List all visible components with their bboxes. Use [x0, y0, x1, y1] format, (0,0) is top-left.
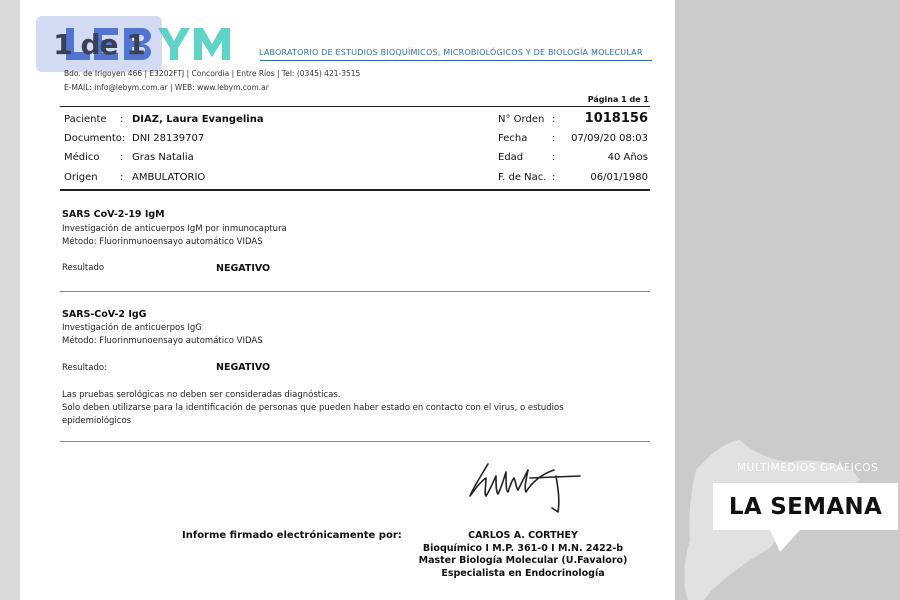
- note-line: Solo deben utilizarse para la identificación de personas que pueden haber estado en contacto con el virus, o estudios: [62, 403, 564, 413]
- colon: :: [552, 172, 556, 183]
- colon: :: [552, 114, 556, 125]
- colon: :: [120, 152, 124, 163]
- paciente-label: Paciente: [64, 114, 107, 125]
- result-label: Resultado: [62, 263, 105, 273]
- test-method: Método: Fluorinmunoensayo automático VIDAS: [62, 336, 263, 346]
- documento-value: DNI 28139707: [132, 133, 205, 144]
- nac-value: 06/01/1980: [590, 172, 648, 183]
- colon: :: [120, 114, 124, 125]
- origen-label: Origen: [64, 172, 98, 183]
- brand-title: LA SEMANA: [728, 493, 883, 520]
- orden-value: 1018156: [584, 111, 648, 126]
- result-value: NEGATIVO: [216, 362, 271, 373]
- signer-specialty: Especialista en Endocrinología: [441, 567, 605, 579]
- signed-by-label: Informe firmado electrónicamente por:: [182, 530, 402, 541]
- colon: :: [552, 152, 556, 163]
- nac-label: F. de Nac.: [498, 172, 547, 183]
- result-label: Resultado:: [62, 363, 107, 373]
- page-counter-badge: 1 de 1: [36, 16, 162, 72]
- test-method: Método: Fluorinmunoensayo automático VIDAS: [62, 237, 263, 247]
- page-number: Página 1 de 1: [587, 95, 649, 104]
- lab-address: Bdo. de Irigoyen 466 | E3202FTJ | Concordia | Entre Ríos | Tel: (0345) 421-3515: [64, 69, 361, 78]
- signer-credentials: Bioquímico I M.P. 361-0 I M.N. 2422-b: [422, 542, 624, 554]
- paciente-value: DIAZ, Laura Evangelina: [132, 114, 264, 125]
- brand-subtitle: MULTIMEDIOS GRÁFICOS: [737, 462, 879, 474]
- fecha-value: 07/09/20 08:03: [571, 133, 648, 144]
- medico-value: Gras Natalia: [132, 152, 194, 163]
- lab-name: LABORATORIO DE ESTUDIOS BIOQUÍMICOS, MICROBIOLÓGICOS Y DE BIOLOGÍA MOLECULAR: [259, 48, 643, 57]
- documento-label: Documento:: [64, 133, 126, 144]
- result-value: NEGATIVO: [216, 263, 271, 274]
- edad-label: Edad: [498, 152, 524, 163]
- edad-value: 40 Años: [607, 152, 648, 163]
- lab-contact: E-MAIL: info@lebym.com.ar | WEB: www.lebym.com.ar: [64, 83, 269, 92]
- test-description: Investigación de anticuerpos IgG: [62, 323, 202, 333]
- origen-value: AMBULATORIO: [132, 172, 206, 183]
- test-description: Investigación de anticuerpos IgM por inmunocaptura: [62, 224, 287, 234]
- orden-label: N° Orden: [498, 114, 545, 125]
- note-line: epidemiológicos: [62, 416, 132, 426]
- note-line: Las pruebas serológicas no deben ser consideradas diagnósticas.: [62, 390, 341, 400]
- signer-degree: Master Biología Molecular (U.Favaloro): [418, 555, 628, 566]
- colon: :: [552, 133, 556, 144]
- test-title: SARS CoV-2-19 IgM: [62, 209, 165, 220]
- medico-label: Médico: [64, 152, 100, 163]
- signer-name: CARLOS A. CORTHEY: [468, 530, 578, 541]
- brand-logo-box: [713, 483, 898, 530]
- fecha-label: Fecha: [498, 133, 528, 144]
- test-title: SARS-CoV-2 IgG: [62, 309, 147, 320]
- colon: :: [120, 172, 124, 183]
